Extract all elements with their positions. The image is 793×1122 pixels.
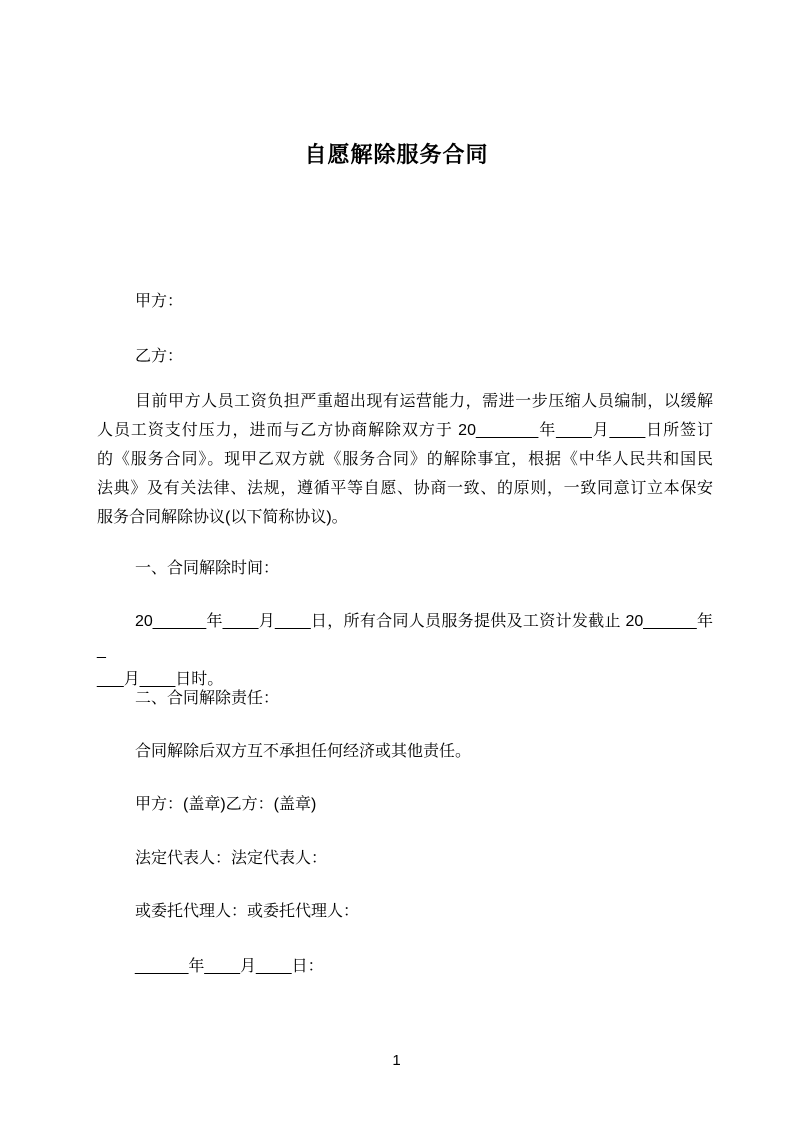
party-a-label: 甲方： — [135, 293, 184, 310]
text-line: 合同解除后双方互不承担任何经济或其他责任。 — [135, 743, 472, 760]
text-line: 法典》及有关法律、法规，遵循平等自愿、协商一致、的原则，一致同意订立本保安 — [97, 480, 713, 497]
party-b-label: 乙方： — [135, 348, 184, 365]
section-2-paragraph — [97, 737, 713, 766]
signature-representative-line: 法定代表人：法定代表人： — [135, 850, 328, 867]
document-title: 自愿解除服务合同 — [304, 142, 489, 167]
section-1-heading: 一、合同解除时间： — [135, 560, 280, 577]
signature-seal-line: 甲方：(盖章)乙方：(盖章) — [135, 796, 317, 813]
text-line: ___月____日时。 — [97, 671, 224, 688]
signature-agent-line: 或委托代理人：或委托代理人： — [135, 903, 360, 920]
text-line: 的《服务合同》。现甲乙双方就《服务合同》的解除事宜，根据《中华人民共和国民 — [97, 451, 713, 468]
intro-paragraph — [97, 387, 713, 532]
page-number: 1 — [392, 1052, 401, 1069]
section-1-paragraph — [97, 607, 713, 694]
text-line: 服务合同解除协议(以下简称协议)。 — [97, 509, 348, 526]
signature-date-line: ______年____月____日： — [135, 958, 324, 975]
text-line: 人员工资支付压力，进而与乙方协商解除双方于 20_______年____月____日所签订 — [97, 422, 713, 439]
section-2-heading: 二、合同解除责任： — [135, 690, 280, 707]
text-line: 目前甲方人员工资负担严重超出现有运营能力，需进一步压缩人员编制，以缓解 — [135, 393, 713, 410]
text-line: 20______年____月____日，所有合同人员服务提供及工资计发截止 20______年_ — [97, 613, 713, 659]
